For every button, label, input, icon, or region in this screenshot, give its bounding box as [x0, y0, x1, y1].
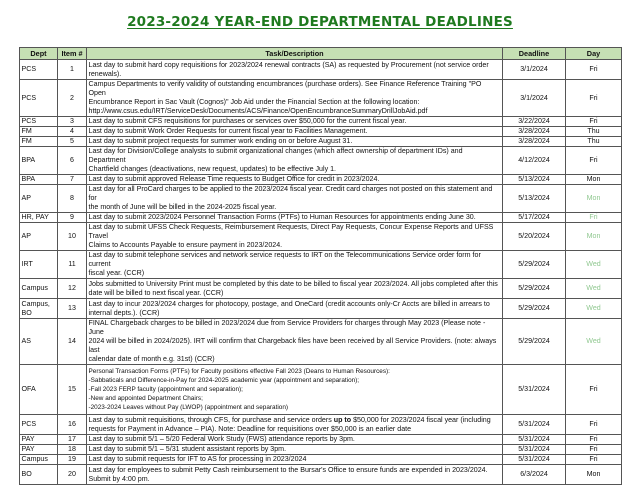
table-row — [20, 415, 622, 435]
item-cell: 4 — [58, 127, 87, 137]
item-cell: 8 — [58, 185, 87, 213]
dept-cell: AP — [20, 223, 58, 251]
description-cell — [87, 465, 503, 485]
day-cell: Fri — [566, 60, 622, 80]
table-row — [20, 223, 622, 251]
description-line: Last day to submit approved Release Time requests to Budget Office for credit in 2023/2024. — [88, 175, 380, 183]
description-line: -Sabbaticals and Difference-in-Pay for 2024-2025 academic year (appointment and separation); — [88, 377, 360, 384]
description-line: the month of June will be billed in the 2024-2025 fiscal year. — [88, 203, 277, 211]
table-row — [20, 299, 622, 319]
deadline-cell: 3/22/2024 — [503, 117, 566, 127]
description-line: Last day for all ProCard charges to be applied to the 2023/2024 fiscal year. Credit card charges not posted on this statement and for — [88, 185, 493, 202]
day-cell: Fri — [566, 415, 622, 435]
dept-cell: Campus — [20, 455, 58, 465]
day-cell: Fri — [566, 147, 622, 175]
description-line: Last day to submit 5/1 – 5/20 Federal Work Study (FWS) attendance reports by 3pm. — [88, 435, 355, 443]
dept-cell: PCS — [20, 80, 58, 117]
description-line: Last day to submit CFS requisitions for purchases or services over $50,000 for the current fiscal year. — [88, 117, 407, 125]
description-line: Last day for Division/College analysts to submit organizational changes (which affect ownership of department IDs) and Department — [88, 147, 463, 164]
day-cell: Fri — [566, 435, 622, 445]
day-cell: Fri — [566, 117, 622, 127]
table-row — [20, 455, 622, 465]
description-line: calendar date of month e.g. 31st) (CCR) — [88, 355, 215, 363]
deadline-cell: 3/28/2024 — [503, 137, 566, 147]
table-row — [20, 251, 622, 279]
table-row — [20, 127, 622, 137]
day-cell: Fri — [566, 445, 622, 455]
table-header-row — [20, 48, 622, 60]
dept-cell: PCS — [20, 415, 58, 435]
description-line: Last day to submit hard copy requisitions for 2023/2024 renewal contracts (SA) as requested by Procurement (not service order — [88, 60, 489, 69]
item-cell: 18 — [58, 445, 87, 455]
deadline-cell: 5/29/2024 — [503, 319, 566, 365]
table-row — [20, 185, 622, 213]
description-cell — [87, 415, 503, 435]
deadline-cell: 3/1/2024 — [503, 60, 566, 80]
description-line: Last day to submit requisitions, through CFS, for purchase and service orders — [88, 415, 334, 424]
deadline-cell: 5/29/2024 — [503, 279, 566, 299]
table-row — [20, 465, 622, 485]
description-line: -2023-2024 Leaves without Pay (LWOP) (appointment and separation) — [88, 404, 289, 411]
description-cell — [87, 279, 503, 299]
item-cell: 15 — [58, 365, 87, 415]
dept-cell: PAY — [20, 445, 58, 455]
table-row — [20, 445, 622, 455]
dept-cell: BPA — [20, 175, 58, 185]
description-line: fiscal year. (CCR) — [88, 269, 145, 277]
day-cell: Wed — [566, 251, 622, 279]
description-line: 2024 will be billed in 2024/2025). IRT will confirm that Chargeback files have been received by all Service Providers. (note: always last — [88, 337, 497, 354]
item-cell: 2 — [58, 80, 87, 117]
dept-cell: BPA — [20, 147, 58, 175]
description-line: renewals). — [88, 69, 122, 78]
description-cell — [87, 251, 503, 279]
dept-cell: FM — [20, 137, 58, 147]
item-cell: 20 — [58, 465, 87, 485]
description-cell — [87, 175, 503, 185]
item-cell: 19 — [58, 455, 87, 465]
table-row — [20, 80, 622, 117]
item-cell: 9 — [58, 213, 87, 223]
description-line: Last day to submit Work Order Requests for current fiscal year to Facilities Management. — [88, 127, 368, 135]
deadline-cell: 5/13/2024 — [503, 185, 566, 213]
dept-cell: PCS — [20, 117, 58, 127]
dept-cell: FM — [20, 127, 58, 137]
description-line: Claims to Accounts Payable to ensure payment in 2023/2024. — [88, 241, 283, 249]
header-deadline: Deadline — [503, 48, 566, 60]
deadline-cell: 5/13/2024 — [503, 175, 566, 185]
day-cell: Fri — [566, 213, 622, 223]
dept-cell: BO — [20, 465, 58, 485]
description-line: Last day to submit telephone services and network service requests to IRT on the Telecommunications Service order form for current — [88, 251, 481, 268]
dept-cell: Campus, BO — [20, 299, 58, 319]
description-line: Jobs submitted to University Print must be completed by this date to be billed to fiscal year 2023/2024. All jobs completed after this — [88, 279, 498, 288]
deadline-cell: 5/31/2024 — [503, 435, 566, 445]
dept-cell: AP — [20, 185, 58, 213]
table-row — [20, 60, 622, 80]
description-line: http://www.csus.edu/IRT/ServiceDesk/Documents/ACS/Finance/OpenEncumbranceSummaryDrillJobAid.pdf — [88, 107, 428, 115]
description-line: Chartfield changes (deactivations, new request, updates) to be effective July 1. — [88, 165, 337, 173]
description-line: Campus Departments to verify validity of outstanding encumbrances (purchase orders). See Finance Reference Training "PO Open — [88, 80, 482, 97]
item-cell: 17 — [58, 435, 87, 445]
header-dept: Dept — [20, 48, 58, 60]
dept-cell: AS — [20, 319, 58, 365]
description-cell — [87, 455, 503, 465]
table-row — [20, 365, 622, 415]
description-line: Last day to submit project requests for summer work ending on or before August 31. — [88, 137, 353, 145]
item-cell: 11 — [58, 251, 87, 279]
description-line: FINAL Chargeback charges to be billed in 2023/2024 due from Service Providers for charges through May 2023 (Please note - June — [88, 319, 486, 336]
header-day: Day — [566, 48, 622, 60]
table-row — [20, 435, 622, 445]
dept-cell: Campus — [20, 279, 58, 299]
day-cell: Wed — [566, 279, 622, 299]
deadline-cell: 6/3/2024 — [503, 465, 566, 485]
item-cell: 13 — [58, 299, 87, 319]
deadline-cell: 5/31/2024 — [503, 445, 566, 455]
table-row — [20, 279, 622, 299]
description-cell — [87, 319, 503, 365]
deadline-cell: 5/31/2024 — [503, 365, 566, 415]
description-cell — [87, 147, 503, 175]
description-line: $50,000 for 2023/2024 fiscal year (including — [351, 415, 491, 424]
item-cell: 1 — [58, 60, 87, 80]
description-line: Last day to submit requests for IFT to AS for processing in 2023/2024 — [88, 455, 307, 463]
table-row — [20, 147, 622, 175]
description-cell — [87, 213, 503, 223]
item-cell: 12 — [58, 279, 87, 299]
page-title: 2023-2024 YEAR-END DEPARTMENTAL DEADLINES — [127, 14, 513, 30]
deadline-cell: 3/1/2024 — [503, 80, 566, 117]
description-cell — [87, 299, 503, 319]
description-line: Last day to submit UFSS Check Requests, Reimbursement Requests, Direct Pay Requests, Concur Expense Reports and UFSS Travel — [88, 223, 494, 240]
day-cell: Thu — [566, 127, 622, 137]
day-cell: Thu — [566, 137, 622, 147]
dept-cell: IRT — [20, 251, 58, 279]
description-cell — [87, 365, 503, 415]
description-line: Encumbrance Report in Sac Vault (Cognos)" Job Aid under the Financial Section at the following location: — [88, 98, 420, 106]
header-item: Item # — [58, 48, 87, 60]
description-line: Personal Transaction Forms (PTFs) for Faculty positions effective Fall 2023 (Deans to Human Resources): — [88, 368, 390, 375]
description-cell — [87, 137, 503, 147]
day-cell: Fri — [566, 365, 622, 415]
description-cell — [87, 435, 503, 445]
description-emphasis: up to — [333, 415, 352, 424]
description-line: -Fall 2023 FERP faculty (appointment and separation); — [88, 386, 243, 393]
deadlines-table — [19, 47, 622, 485]
dept-cell: PCS — [20, 60, 58, 80]
table-row — [20, 175, 622, 185]
description-line: Last day for employees to submit Petty Cash reimbursement to the Bursar's Office to ensure funds are expended in 2023/2024. — [88, 465, 488, 474]
description-line: internal depts.). (CCR) — [88, 308, 160, 317]
deadline-cell: 5/29/2024 — [503, 299, 566, 319]
day-cell: Fri — [566, 455, 622, 465]
day-cell: Mon — [566, 175, 622, 185]
table-row — [20, 319, 622, 365]
table-row — [20, 117, 622, 127]
description-cell — [87, 445, 503, 455]
day-cell: Mon — [566, 185, 622, 213]
day-cell: Mon — [566, 465, 622, 485]
description-cell — [87, 127, 503, 137]
day-cell: Wed — [566, 299, 622, 319]
description-cell — [87, 60, 503, 80]
description-cell — [87, 117, 503, 127]
item-cell: 6 — [58, 147, 87, 175]
dept-cell: OFA — [20, 365, 58, 415]
description-cell — [87, 80, 503, 117]
deadline-cell: 5/31/2024 — [503, 455, 566, 465]
item-cell: 7 — [58, 175, 87, 185]
header-task: Task/Description — [87, 48, 503, 60]
dept-cell: HR, PAY — [20, 213, 58, 223]
description-line: date will be billed to next fiscal year. (CCR) — [88, 288, 224, 297]
description-line: Submit by 4:00 pm. — [88, 474, 150, 483]
day-cell: Mon — [566, 223, 622, 251]
deadline-cell: 5/29/2024 — [503, 251, 566, 279]
dept-cell: PAY — [20, 435, 58, 445]
table-row — [20, 213, 622, 223]
description-line: -New and appointed Department Chairs; — [88, 395, 203, 402]
table-row — [20, 137, 622, 147]
deadline-cell: 5/17/2024 — [503, 213, 566, 223]
item-cell: 14 — [58, 319, 87, 365]
description-line: Last day to submit 2023/2024 Personnel Transaction Forms (PTFs) to Human Resources for appointments ending June 30. — [88, 213, 476, 221]
item-cell: 3 — [58, 117, 87, 127]
description-line: Last day to submit 5/1 – 5/31 student assistant reports by 3pm. — [88, 445, 287, 453]
day-cell: Fri — [566, 80, 622, 117]
item-cell: 10 — [58, 223, 87, 251]
deadline-cell: 5/20/2024 — [503, 223, 566, 251]
deadline-cell: 3/28/2024 — [503, 127, 566, 137]
description-cell — [87, 185, 503, 213]
item-cell: 5 — [58, 137, 87, 147]
description-cell — [87, 223, 503, 251]
deadline-cell: 4/12/2024 — [503, 147, 566, 175]
item-cell: 16 — [58, 415, 87, 435]
deadline-cell: 5/31/2024 — [503, 415, 566, 435]
description-line: Last day to incur 2023/2024 charges for photocopy, postage, and OneCard (credit accounts only-Cr Accts are billed in arrears to — [88, 299, 490, 308]
description-line: requests for Payment in Advance – PIA). Note: Deadline for requisitions over $50,000 is an earlier date — [88, 424, 412, 433]
day-cell: Wed — [566, 319, 622, 365]
